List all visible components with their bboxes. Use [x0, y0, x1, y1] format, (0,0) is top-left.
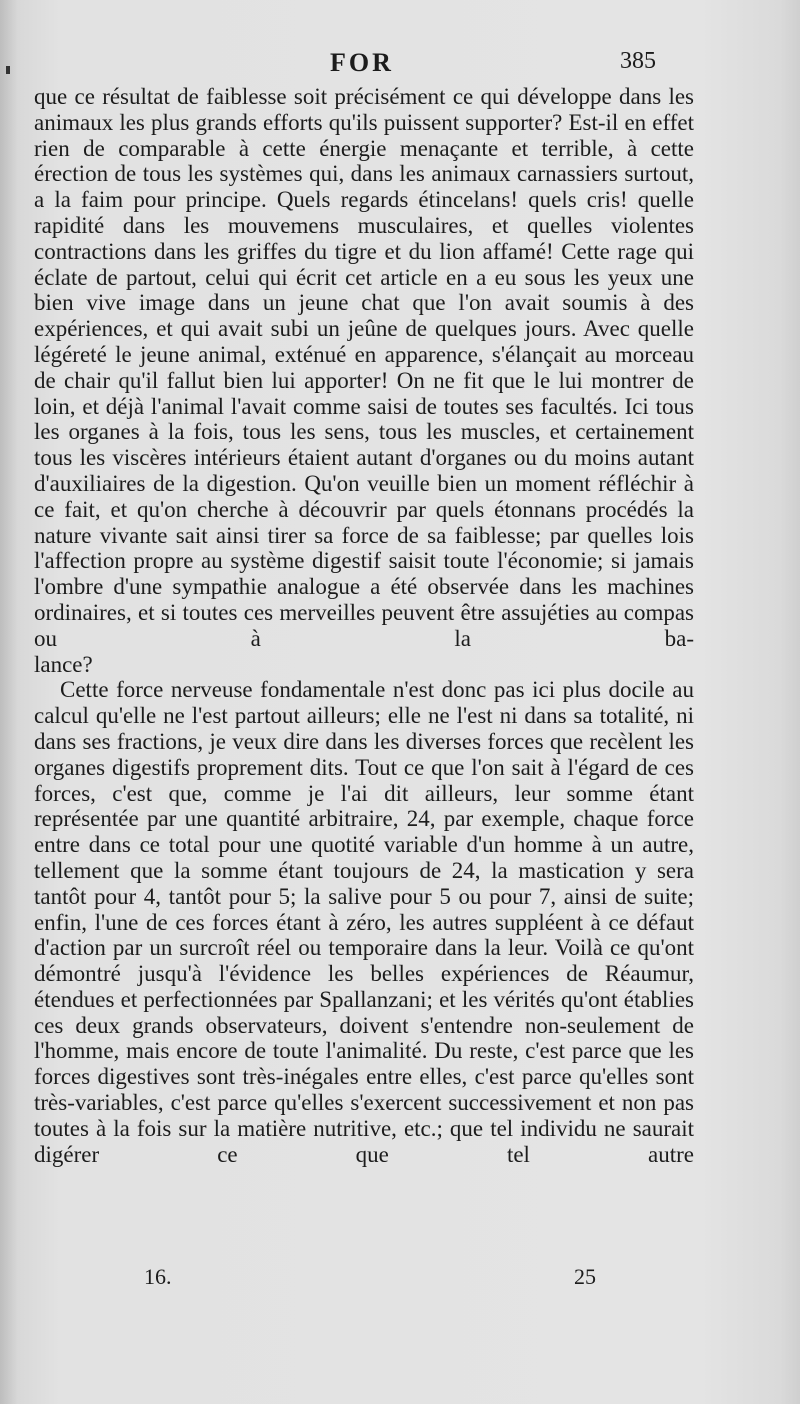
signature-mark: 16. [144, 1264, 172, 1289]
paragraph-1 [34, 84, 694, 677]
body-text [34, 84, 694, 1167]
paragraph-1-text: que ce résultat de faiblesse soit précisément ce qui développe dans les animaux les plus grands efforts qu'ils puissent supporter? Est-il en effet rien de comparable à cette énergie menaçante et terrible, à cette érection de tous les systèmes qui, dans les animaux carnassiers surtout, a la faim pour principe. Quels regards étincelans! quels cris! quelle rapidité dans les mouvemens musculaires, et quelles violentes contractions dans les griffes du tigre et du lion affamé! Cette rage qui éclate de partout, celui qui écrit cet article en a eu sous les yeux une bien vive image dans un jeune chat que l'on avait soumis à des expériences, et qui avait subi un jeûne de quelques jours. Avec quelle légéreté le jeune animal, exténué en apparence, s'élançait au morceau de chair qu'il fallut bien lui apporter! On ne fit que le lui montrer de loin, et déjà l'animal l'avait comme saisi de toutes ses facultés. Ici tous les organes à la fois, tous les sens, tous les muscles, et certainement tous les viscères intérieurs étaient autant d'organes ou du moins autant d'auxiliaires de la digestion. Qu'on veuille bien un moment réfléchir à ce fait, et qu'on cherche à découvrir par quels étonnans procédés la nature vivante sait ainsi tirer sa force de sa faiblesse; par quelles lois l'affection propre au système digestif saisit toute l'économie; si jamais l'ombre d'une sympathie analogue a été observée dans les machines ordinaires, et si toutes ces merveilles peuvent être assujéties au compas ou à la ba- [34, 84, 694, 651]
page-footer [0, 1264, 800, 1294]
page-header [0, 46, 800, 82]
page-number: 385 [620, 48, 656, 74]
paragraph-2 [34, 677, 694, 1167]
paragraph-1-last-line: lance? [34, 651, 93, 677]
paragraph-2-text: Cette force nerveuse fondamentale n'est donc pas ici plus docile au calcul qu'elle ne l'est partout ailleurs; elle ne l'est ni dans sa totalité, ni dans ses fractions, je veux dire dans les diverses forces que recèlent les organes digestifs proprement dits. Tout ce que l'on sait à l'égard de ces forces, c'est que, comme je l'ai dit ailleurs, leur somme étant représentée par une quantité arbitraire, 24, par exemple, chaque force entre dans ce total pour une quotité variable d'un homme à un autre, tellement que la somme étant toujours de 24, la mastication y sera tantôt pour 4, tantôt pour 5; la salive pour 5 ou pour 7, ainsi de suite; enfin, l'une de ces forces étant à zéro, les autres suppléent à ce défaut d'action par un surcroît réel ou temporaire dans la leur. Voilà ce qu'ont démontré jusqu'à l'évidence les belles expériences de Réaumur, étendues et perfectionnées par Spallanzani; et les vérités qu'ont établies ces deux grands observateurs, doivent s'entendre non-seulement de l'homme, mais encore de toute l'animalité. Du reste, c'est parce que les forces digestives sont très-inégales entre elles, c'est parce qu'elles sont très-variables, c'est parce qu'elles s'exercent successivement et non pas toutes à la fois sur la matière nutritive, etc.; que tel individu ne saurait digérer ce que tel autre [34, 677, 694, 1167]
running-head: FOR [330, 48, 394, 77]
footer-number: 25 [574, 1264, 596, 1289]
